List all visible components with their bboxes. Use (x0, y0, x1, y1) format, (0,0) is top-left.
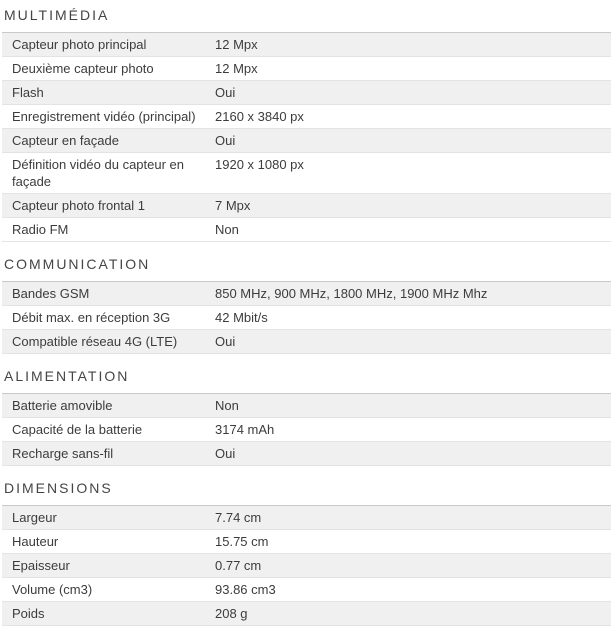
spec-row (2, 417, 611, 441)
spec-row (2, 193, 611, 217)
spec-value: Non (215, 398, 239, 413)
spec-section (2, 257, 611, 354)
spec-row (2, 152, 611, 193)
spec-row (2, 506, 611, 529)
spec-value: Oui (215, 85, 236, 100)
spec-label: Capteur photo frontal 1 (12, 198, 145, 213)
spec-label: Compatible réseau 4G (LTE) (12, 334, 178, 349)
spec-label: Capacité de la batterie (12, 422, 143, 437)
spec-value: 208 g (215, 606, 248, 621)
spec-value: 93.86 cm3 (215, 582, 276, 597)
spec-row (2, 33, 611, 56)
spec-label: Largeur (12, 510, 57, 525)
spec-value: 12 Mpx (215, 61, 258, 76)
spec-table (2, 281, 611, 354)
spec-label: Capteur en façade (12, 133, 119, 148)
spec-value: 1920 x 1080 px (215, 157, 304, 172)
spec-value: 15.75 cm (215, 534, 269, 549)
spec-row (2, 577, 611, 601)
spec-label: Recharge sans-fil (12, 446, 114, 461)
spec-table (2, 505, 611, 626)
spec-label: Batterie amovible (12, 398, 113, 413)
spec-section (2, 369, 611, 466)
section-title: ALIMENTATION (4, 368, 130, 384)
spec-value: Non (215, 222, 239, 237)
spec-value: 12 Mpx (215, 37, 258, 52)
spec-section (2, 8, 611, 242)
spec-row (2, 56, 611, 80)
spec-label: Radio FM (12, 222, 69, 237)
spec-label: Bandes GSM (12, 286, 90, 301)
spec-value: 0.77 cm (215, 558, 262, 573)
spec-value: 7 Mpx (215, 198, 251, 213)
spec-row (2, 305, 611, 329)
spec-label: Enregistrement vidéo (principal) (12, 109, 196, 124)
spec-row (2, 104, 611, 128)
spec-row (2, 441, 611, 465)
spec-row (2, 282, 611, 305)
spec-row (2, 394, 611, 417)
section-title: COMMUNICATION (4, 256, 151, 272)
spec-table (2, 393, 611, 466)
spec-value: 3174 mAh (215, 422, 275, 437)
spec-value: Oui (215, 446, 236, 461)
spec-label: Débit max. en réception 3G (12, 310, 171, 325)
section-title: MULTIMÉDIA (4, 7, 110, 23)
spec-row (2, 80, 611, 104)
spec-label: Flash (12, 85, 44, 100)
spec-label: Poids (12, 606, 45, 621)
spec-section (2, 481, 611, 626)
spec-row (2, 553, 611, 577)
spec-table (2, 32, 611, 242)
spec-label: Volume (cm3) (12, 582, 93, 597)
spec-row (2, 128, 611, 152)
spec-label: Deuxième capteur photo (12, 61, 154, 76)
spec-value: 2160 x 3840 px (215, 109, 304, 124)
spec-label: Hauteur (12, 534, 59, 549)
spec-label: Epaisseur (12, 558, 70, 573)
spec-sheet (2, 8, 611, 626)
spec-label: Capteur photo principal (12, 37, 147, 52)
spec-value: Oui (215, 334, 236, 349)
spec-value: Oui (215, 133, 236, 148)
spec-value: 42 Mbit/s (215, 310, 268, 325)
spec-row (2, 529, 611, 553)
spec-row (2, 217, 611, 241)
spec-row (2, 329, 611, 353)
spec-value: 850 MHz, 900 MHz, 1800 MHz, 1900 MHz Mhz (215, 286, 488, 301)
spec-value: 7.74 cm (215, 510, 262, 525)
spec-row (2, 601, 611, 625)
section-title: DIMENSIONS (4, 480, 113, 496)
spec-label: Définition vidéo du capteur en façade (12, 157, 185, 189)
